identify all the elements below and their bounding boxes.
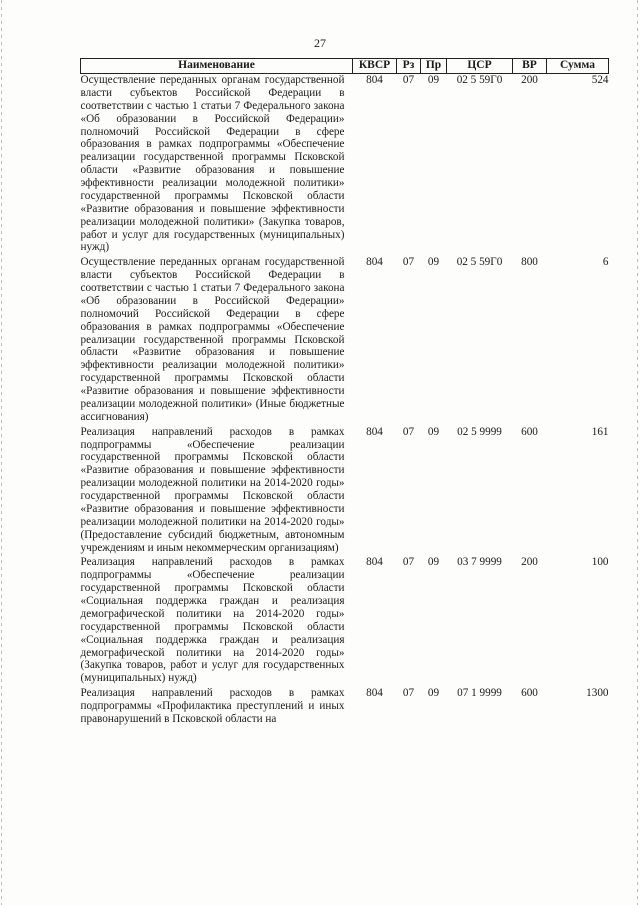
row-vr: 200 [521,74,538,86]
row-pr: 09 [427,687,440,700]
row-csr: 02 5 59Г0 [456,256,503,269]
row-pr: 09 [427,74,440,86]
header-kvsr: КВСР [353,59,397,74]
header-sum: Сумма [547,59,609,74]
header-csr: ЦСР [447,59,513,74]
row-pr: 09 [427,425,440,438]
table-row [81,74,609,255]
row-sum: 1300 [586,687,609,700]
row-name: Реализация направлений расходов в рамках подпрограммы «Обеспечение реализации государственной программы Псковской области «Социальная поддержка граждан и реализация демографической политики на 2014-2020 годы» государственной программы Псковской области «Социальная поддержка граждан и реализация демографической политики на 2014-2020 годы» (Закупка товаров, работ и услуг для государственных (муниципальных) нужд) [80,556,345,685]
header-rz: Рз [397,59,421,74]
row-sum: 100 [591,556,609,569]
row-vr: 200 [521,556,538,569]
row-csr: 02 5 9999 [457,425,502,438]
row-sum: 524 [591,74,609,86]
row-vr: 800 [521,256,538,269]
table-header-row [81,59,609,74]
row-kvsr: 804 [366,556,383,569]
row-pr: 09 [427,556,440,569]
row-csr: 03 7 9999 [457,556,502,569]
row-name: Осуществление переданных органам государственной власти субъектов Российской Федерации в соответствии с частью 1 статьи 7 Федерального закона «Об образовании в Российской Федерации» полномочий Российской Федерации в сфере образования в рамках подпрограммы «Обеспечение реализации государственной программы Псковской области «Развитие образования и повышение эффективности реализации молодежной политики» государственной программы Псковской области «Развитие образования и повышение эффективности реализации молодежной политики» (Иные бюджетные ассигнования) [80,256,345,423]
row-kvsr: 804 [366,256,383,269]
header-pr: Пр [421,59,447,74]
row-vr: 600 [521,687,538,700]
page-number: 27 [314,36,326,50]
row-rz: 07 [402,687,415,700]
row-csr: 02 5 59Г0 [456,74,503,86]
row-rz: 07 [402,256,415,269]
row-sum: 6 [602,256,609,269]
table-row [81,424,609,555]
table-row [81,554,609,685]
row-vr: 600 [521,425,538,438]
row-rz: 07 [402,74,415,86]
row-csr: 07 1 9999 [457,687,502,700]
row-pr: 09 [427,256,440,269]
scan-edge-right [637,0,638,905]
row-kvsr: 804 [366,687,383,700]
row-name: Осуществление переданных органам государственной власти субъектов Российской Федерации в соответствии с частью 1 статьи 7 Федерального закона «Об образовании в Российской Федерации» полномочий Российской Федерации в сфере образования в рамках подпрограммы «Обеспечение реализации государственной программы Псковской области «Развитие образования и повышение эффективности реализации молодежной политики» государственной программы Псковской области «Развитие образования и повышение эффективности реализации молодежной политики» (Закупка товаров, работ и услуг для государственных (муниципальных) нужд) [80,74,345,254]
budget-table [80,58,609,726]
table-row [81,254,609,423]
row-sum: 161 [591,425,609,438]
row-kvsr: 804 [366,74,383,86]
header-vr: ВР [513,59,547,74]
header-name: Наименование [81,59,353,74]
row-rz: 07 [402,556,415,569]
scan-edge-left [1,0,2,905]
row-kvsr: 804 [366,425,383,438]
table-row [81,685,609,726]
row-name: Реализация направлений расходов в рамках подпрограммы «Обеспечение реализации государственной программы Псковской области «Развитие образования и повышение эффективности реализации молодежной политики на 2014-2020 годы» государственной программы Псковской области «Развитие образования и повышение эффективности реализации молодежной политики на 2014-2020 годы» (Предоставление субсидий бюджетным, автономным учреждениям и иным некоммерческим организациям) [80,425,345,554]
row-name: Реализация направлений расходов в рамках подпрограммы «Профилактика преступлений и иных правонарушений в Псковской области на [80,687,345,725]
row-rz: 07 [402,425,415,438]
